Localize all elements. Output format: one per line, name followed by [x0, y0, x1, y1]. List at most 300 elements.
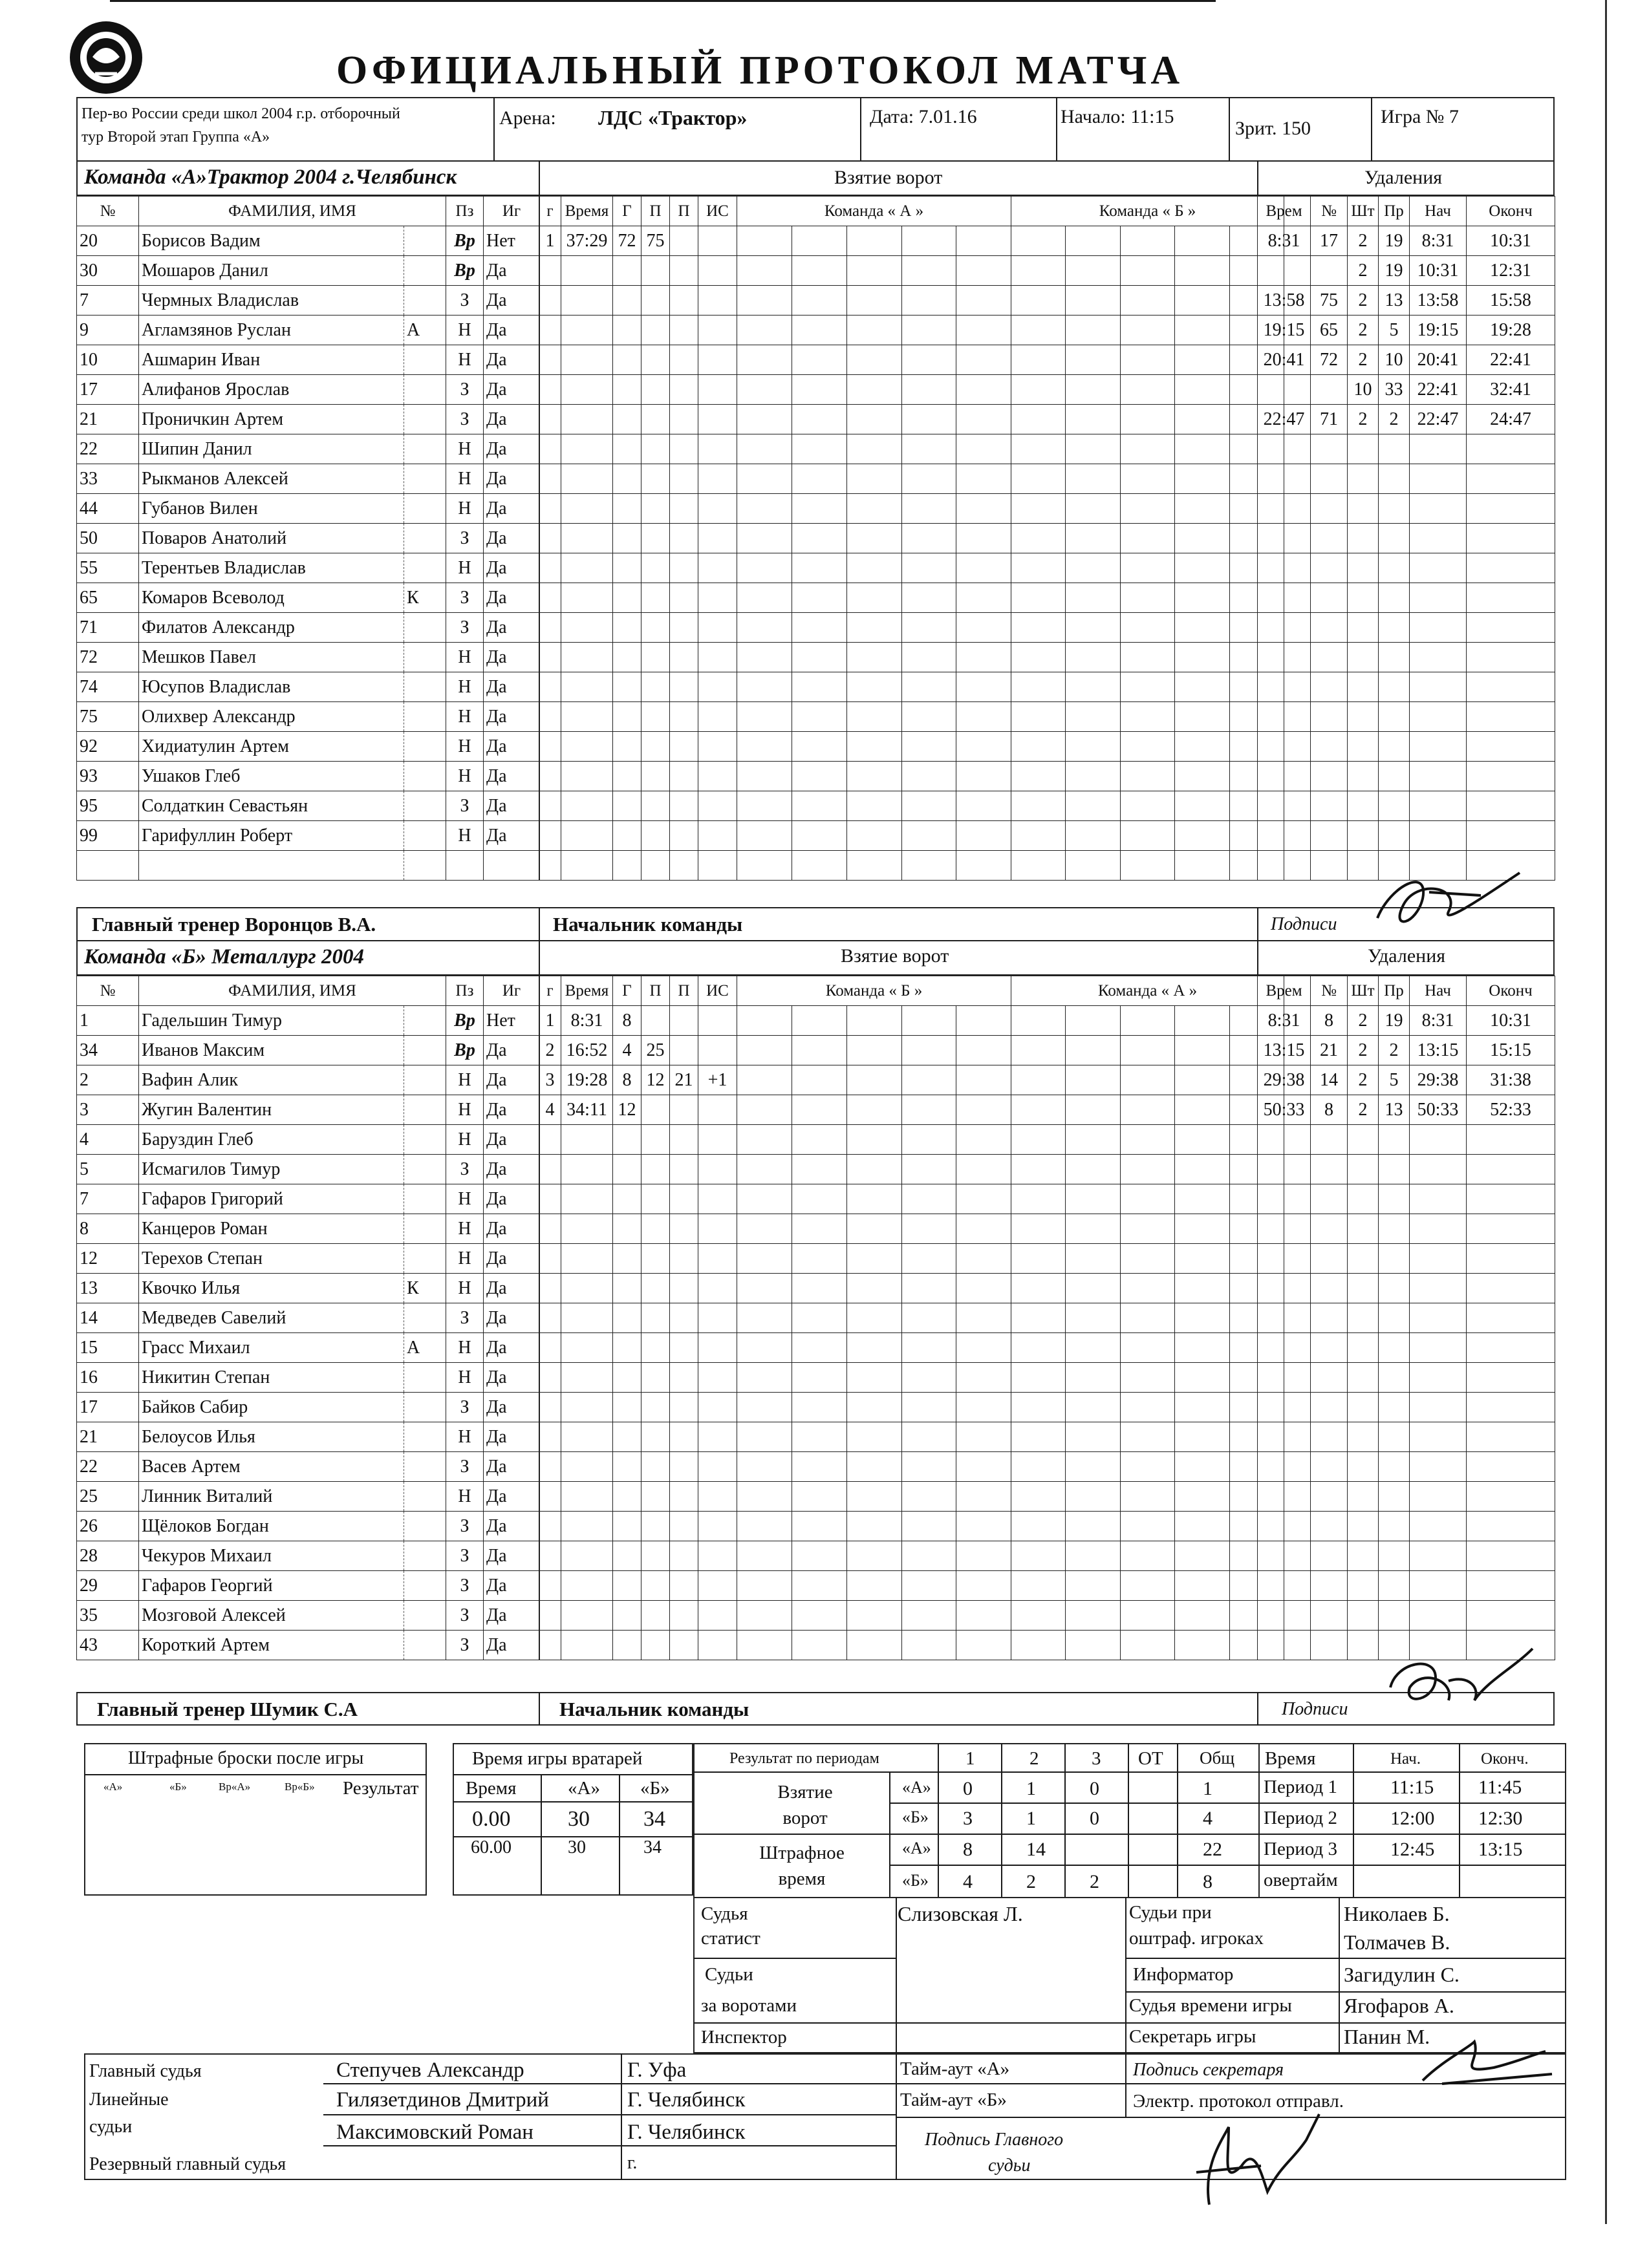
- player-number: 22: [77, 1452, 139, 1482]
- side-header-opponent: Команда « А »: [1011, 976, 1284, 1006]
- goal-time: 8:31: [561, 1006, 613, 1036]
- penalty-end: 19:28: [1467, 316, 1555, 345]
- goal-P1: [641, 821, 670, 851]
- goal-row: [539, 762, 1284, 791]
- goal-time: [561, 316, 613, 345]
- goal-IS: [698, 1214, 737, 1244]
- goal-g: [539, 1512, 561, 1541]
- penalty-row: [1258, 702, 1555, 732]
- team-a-signature-label: Подписи: [1271, 914, 1337, 934]
- goal-grid-cell: [1175, 1303, 1230, 1333]
- goal-grid-cell: [1121, 524, 1175, 553]
- goal-grid-cell: [847, 1363, 902, 1393]
- col-header-pos: Пз: [446, 197, 484, 226]
- period-results-header: Результат по периодам: [729, 1750, 879, 1767]
- goal-P2: [670, 791, 698, 821]
- goal-grid-cell: [1066, 732, 1121, 762]
- goal-grid-cell: [737, 286, 792, 316]
- goal-G: [613, 583, 641, 613]
- player-row: [77, 1184, 540, 1214]
- goal-grid-cell: [902, 1303, 956, 1333]
- penalty-min: [1348, 494, 1379, 524]
- penalty-start: 22:47: [1410, 405, 1467, 434]
- penalty-min: [1348, 672, 1379, 702]
- period-name: овертайм: [1264, 1870, 1338, 1890]
- penalty-time: 8:31: [1258, 1006, 1311, 1036]
- col-header-played: Иг: [484, 976, 540, 1006]
- goal-grid-cell: [902, 1274, 956, 1303]
- goal-grid-cell: [1121, 464, 1175, 494]
- goal-grid-cell: [737, 1363, 792, 1393]
- goal-grid-cell: [1011, 464, 1066, 494]
- penalty-min: [1348, 1244, 1379, 1274]
- goal-G: [613, 405, 641, 434]
- goal-IS: [698, 1512, 737, 1541]
- goal-time: [561, 613, 613, 643]
- goal-grid-cell: [847, 256, 902, 286]
- penalty-start: [1410, 1333, 1467, 1363]
- col-header-pen_start: Нач: [1410, 976, 1467, 1006]
- player-played: Нет: [484, 1006, 540, 1036]
- goal-IS: [698, 1095, 737, 1125]
- goal-grid-cell: [1121, 1363, 1175, 1393]
- goal-grid-cell: [902, 851, 956, 881]
- goal-P1: [641, 375, 670, 405]
- col-header-pen_time: Врем: [1258, 197, 1311, 226]
- goal-grid-cell: [737, 1512, 792, 1541]
- chief-referee-city: Г. Уфа: [627, 2059, 687, 2082]
- goal-grid-cell: [1121, 1333, 1175, 1363]
- player-played: Да: [484, 494, 540, 524]
- penalty-min: 2: [1348, 1095, 1379, 1125]
- goal-grid-cell: [1066, 643, 1121, 672]
- goal-grid-cell: [847, 1065, 902, 1095]
- goal-grid-cell: [847, 316, 902, 345]
- col-header-G: Г: [613, 976, 641, 1006]
- team-b-title: Команда «Б» Металлург 2004: [84, 945, 364, 968]
- penalty-time: [1258, 524, 1311, 553]
- penalty-row: [1258, 434, 1555, 464]
- penalty-reason: [1379, 762, 1410, 791]
- player-name: Жугин Валентин: [139, 1095, 404, 1125]
- player-number: 44: [77, 494, 139, 524]
- goal-grid-cell: [1175, 1333, 1230, 1363]
- player-number: 2: [77, 1065, 139, 1095]
- player-row: [77, 1571, 540, 1601]
- goal-grid-cell: [1175, 732, 1230, 762]
- goal-grid-cell: [956, 286, 1011, 316]
- team-a-title: Команда «А»Трактор 2004 г.Челябинск: [84, 166, 457, 189]
- goal-grid-cell: [902, 553, 956, 583]
- goal-P1: [641, 1393, 670, 1422]
- player-position: [446, 851, 484, 881]
- player-name: Чекуров Михаил: [139, 1541, 404, 1571]
- penalty-row: [1258, 643, 1555, 672]
- goal-grid-cell: [737, 1601, 792, 1631]
- penalty-time: [1258, 1214, 1311, 1244]
- goal-grid-cell: [1066, 1422, 1121, 1452]
- goal-time: [561, 732, 613, 762]
- goal-grid-cell: [847, 613, 902, 643]
- player-played: Да: [484, 583, 540, 613]
- penalty-num: [1311, 1303, 1348, 1333]
- goal-IS: [698, 316, 737, 345]
- period-end: 12:30: [1478, 1808, 1523, 1829]
- penalty-time: [1258, 1184, 1311, 1214]
- goalie-time-col-a: «А»: [568, 1778, 600, 1799]
- goal-grid-cell: [1175, 226, 1230, 256]
- goal-grid-cell: [1066, 1155, 1121, 1184]
- period-value-pim_b: 2: [1090, 1871, 1099, 1892]
- player-name: Агламзянов Руслан: [139, 316, 404, 345]
- penalty-reason: [1379, 494, 1410, 524]
- goal-grid-cell: [1121, 256, 1175, 286]
- goal-grid-cell: [902, 762, 956, 791]
- goal-P1: [641, 1571, 670, 1601]
- penalty-row: [1258, 524, 1555, 553]
- player-row: [77, 732, 540, 762]
- goal-grid-cell: [1011, 1036, 1066, 1065]
- goal-grid-cell: [792, 1244, 847, 1274]
- goal-grid-cell: [1121, 1482, 1175, 1512]
- goal-grid-cell: [902, 434, 956, 464]
- goal-grid-cell: [1011, 256, 1066, 286]
- penalty-reason: [1379, 1393, 1410, 1422]
- penalty-time: [1258, 643, 1311, 672]
- player-name: Байков Сабир: [139, 1393, 404, 1422]
- player-played: Да: [484, 702, 540, 732]
- goal-grid-cell: [1066, 791, 1121, 821]
- goal-grid-cell: [956, 226, 1011, 256]
- goal-grid-cell: [792, 791, 847, 821]
- goal-grid-cell: [956, 553, 1011, 583]
- goal-grid-cell: [956, 1274, 1011, 1303]
- goal-grid-cell: [902, 1422, 956, 1452]
- goals-team-a-mark: «А»: [902, 1778, 931, 1797]
- goal-grid-cell: [1066, 1571, 1121, 1601]
- goal-grid-cell: [1175, 405, 1230, 434]
- penalty-reason: [1379, 1184, 1410, 1214]
- goal-g: [539, 1125, 561, 1155]
- col-header-time: Время: [561, 976, 613, 1006]
- goal-grid-cell: [737, 375, 792, 405]
- goal-grid-cell: [737, 762, 792, 791]
- player-name: Вафин Алик: [139, 1065, 404, 1095]
- goal-P1: [641, 791, 670, 821]
- goal-grid-cell: [902, 464, 956, 494]
- goal-grid-cell: [1121, 316, 1175, 345]
- goal-IS: [698, 791, 737, 821]
- goal-P1: [641, 494, 670, 524]
- goal-grid-cell: [1066, 286, 1121, 316]
- informer-value: Загидулин С.: [1344, 1963, 1460, 1986]
- player-position: Н: [446, 1422, 484, 1452]
- goal-P2: [670, 1512, 698, 1541]
- player-role: [404, 1601, 446, 1631]
- period-value-goals_a: 0: [1090, 1778, 1099, 1799]
- player-played: Да: [484, 791, 540, 821]
- goal-time: [561, 1244, 613, 1274]
- penalty-end: 52:33: [1467, 1095, 1555, 1125]
- goal-grid-cell: [956, 494, 1011, 524]
- goal-grid-cell: [956, 1095, 1011, 1125]
- player-position: З: [446, 1541, 484, 1571]
- goals-team-b-mark: «Б»: [902, 1808, 929, 1826]
- penalty-start: [1410, 1512, 1467, 1541]
- penalty-num: [1311, 1125, 1348, 1155]
- goal-grid-cell: [792, 613, 847, 643]
- goal-grid-cell: [737, 583, 792, 613]
- player-role: [404, 1363, 446, 1393]
- goal-grid-cell: [847, 1631, 902, 1660]
- goal-grid-cell: [737, 1571, 792, 1601]
- penalty-num: [1311, 553, 1348, 583]
- goal-grid-cell: [792, 1214, 847, 1244]
- penalty-reason: [1379, 1244, 1410, 1274]
- penalty-num: 14: [1311, 1065, 1348, 1095]
- goal-grid-cell: [792, 1452, 847, 1482]
- goal-grid-cell: [1175, 434, 1230, 464]
- goal-time: 34:11: [561, 1095, 613, 1125]
- goal-grid-cell: [1066, 583, 1121, 613]
- goal-grid-cell: [1011, 494, 1066, 524]
- penalty-end: [1467, 1541, 1555, 1571]
- goal-grid-cell: [847, 345, 902, 375]
- player-played: Да: [484, 1571, 540, 1601]
- player-role: [404, 405, 446, 434]
- goal-P1: [641, 345, 670, 375]
- player-position: Н: [446, 702, 484, 732]
- arena-label: Арена:: [499, 107, 556, 129]
- penalty-num: [1311, 1601, 1348, 1631]
- goal-grid-cell: [737, 1393, 792, 1422]
- goal-grid-cell: [737, 702, 792, 732]
- goal-time: [561, 553, 613, 583]
- goal-grid-cell: [1066, 1036, 1121, 1065]
- player-number: 74: [77, 672, 139, 702]
- goal-G: [613, 464, 641, 494]
- penalty-reason: 19: [1379, 226, 1410, 256]
- player-played: [484, 851, 540, 881]
- penalty-end: 12:31: [1467, 256, 1555, 286]
- penalty-min: 2: [1348, 1065, 1379, 1095]
- goal-grid-cell: [902, 1214, 956, 1244]
- penalty-end: 24:47: [1467, 405, 1555, 434]
- goal-P1: [641, 405, 670, 434]
- goal-grid-cell: [792, 494, 847, 524]
- goal-grid-cell: [956, 1333, 1011, 1363]
- player-number: 7: [77, 1184, 139, 1214]
- goal-grid-cell: [792, 1006, 847, 1036]
- penalty-row: [1258, 1541, 1555, 1571]
- goal-P2: [670, 1333, 698, 1363]
- goal-grid-cell: [737, 494, 792, 524]
- goals-header-row: [539, 197, 1284, 226]
- penalty-start: [1410, 1452, 1467, 1482]
- penalty-reason: [1379, 1452, 1410, 1482]
- penalty-row: [1258, 1571, 1555, 1601]
- goal-grid-cell: [1121, 553, 1175, 583]
- goal-grid-cell: [902, 643, 956, 672]
- player-role: [404, 1571, 446, 1601]
- goal-grid-cell: [956, 1541, 1011, 1571]
- goal-P2: [670, 1036, 698, 1065]
- goal-row: [539, 851, 1284, 881]
- penalty-row: [1258, 286, 1555, 316]
- goal-grid-cell: [1066, 524, 1121, 553]
- goal-grid-cell: [1011, 553, 1066, 583]
- times-col-time: Время: [1265, 1748, 1316, 1769]
- player-row: [77, 702, 540, 732]
- goal-grid-cell: [792, 1512, 847, 1541]
- goal-grid-cell: [902, 1244, 956, 1274]
- goal-grid-cell: [847, 702, 902, 732]
- player-name: Линник Виталий: [139, 1482, 404, 1512]
- penalty-reason: [1379, 1601, 1410, 1631]
- goal-grid-cell: [902, 524, 956, 553]
- player-played: Да: [484, 1303, 540, 1333]
- col-header-pen_time: Врем: [1258, 976, 1311, 1006]
- player-played: Да: [484, 613, 540, 643]
- goal-grid-cell: [1066, 256, 1121, 286]
- goal-row: [539, 345, 1284, 375]
- col-header-g: г: [539, 197, 561, 226]
- goal-grid-cell: [1066, 1601, 1121, 1631]
- goal-grid-cell: [1066, 1184, 1121, 1214]
- goal-grid-cell: [1175, 1512, 1230, 1541]
- goal-time: [561, 375, 613, 405]
- period-value-goals_b: 4: [1203, 1808, 1212, 1829]
- goal-time: [561, 256, 613, 286]
- player-row: [77, 672, 540, 702]
- player-role: [404, 345, 446, 375]
- goal-grid-cell: [1011, 1393, 1066, 1422]
- penalty-min: [1348, 1393, 1379, 1422]
- goal-grid-cell: [792, 1333, 847, 1363]
- goal-P2: [670, 1214, 698, 1244]
- goal-grid-cell: [847, 1393, 902, 1422]
- goal-IS: [698, 613, 737, 643]
- penalty-row: [1258, 791, 1555, 821]
- penalty-row: [1258, 1333, 1555, 1363]
- goal-P1: [641, 1214, 670, 1244]
- period-start: 11:15: [1390, 1777, 1434, 1798]
- player-played: Да: [484, 1244, 540, 1274]
- player-name: Губанов Вилен: [139, 494, 404, 524]
- goal-row: [539, 1184, 1284, 1214]
- player-played: Да: [484, 1482, 540, 1512]
- player-number: 92: [77, 732, 139, 762]
- penalty-min: 10: [1348, 375, 1379, 405]
- penalty-reason: [1379, 643, 1410, 672]
- goal-grid-cell: [847, 1333, 902, 1363]
- goal-grid-cell: [847, 1303, 902, 1333]
- goal-grid-cell: [737, 226, 792, 256]
- goal-grid-cell: [792, 1601, 847, 1631]
- goal-grid-cell: [737, 1541, 792, 1571]
- goal-g: [539, 672, 561, 702]
- player-played: Да: [484, 1125, 540, 1155]
- goal-G: [613, 1422, 641, 1452]
- player-position: З: [446, 405, 484, 434]
- penalty-reason: 33: [1379, 375, 1410, 405]
- goal-G: [613, 672, 641, 702]
- penalty-start: [1410, 1274, 1467, 1303]
- period-value-pim_a: 14: [1026, 1839, 1046, 1860]
- player-role: [404, 464, 446, 494]
- goal-g: 1: [539, 226, 561, 256]
- goal-G: [613, 1274, 641, 1303]
- goal-grid-cell: [1175, 375, 1230, 405]
- goal-time: [561, 583, 613, 613]
- penalty-start: [1410, 1393, 1467, 1422]
- player-row: [77, 1422, 540, 1452]
- goal-grid-cell: [847, 1184, 902, 1214]
- goal-grid-cell: [1066, 762, 1121, 791]
- penalty-min: 2: [1348, 226, 1379, 256]
- period-value-pim_b: 8: [1203, 1871, 1212, 1892]
- goal-grid-cell: [1121, 1452, 1175, 1482]
- goal-grid-cell: [792, 732, 847, 762]
- timeout-b-label: Тайм-аут «Б»: [900, 2090, 1007, 2110]
- penalty-row: [1258, 672, 1555, 702]
- goal-P1: [641, 643, 670, 672]
- player-name: Чермных Владислав: [139, 286, 404, 316]
- player-position: З: [446, 1571, 484, 1601]
- player-row: [77, 345, 540, 375]
- goalie-row-2-a: 30: [568, 1837, 586, 1857]
- player-number: 7: [77, 286, 139, 316]
- player-position: Н: [446, 1333, 484, 1363]
- penalty-num: [1311, 1482, 1348, 1512]
- player-role: [404, 1184, 446, 1214]
- penalty-start: [1410, 672, 1467, 702]
- period-name: Период 2: [1264, 1808, 1338, 1828]
- player-position: Вр: [446, 1036, 484, 1065]
- goal-grid-cell: [902, 375, 956, 405]
- goal-grid-cell: [1121, 583, 1175, 613]
- penalty-time: [1258, 583, 1311, 613]
- goal-grid-cell: [737, 1244, 792, 1274]
- penalty-num: [1311, 1631, 1348, 1660]
- goal-P1: [641, 1482, 670, 1512]
- col-header-G: Г: [613, 197, 641, 226]
- period-col-total: Общ: [1200, 1748, 1235, 1768]
- goal-grid-cell: [737, 524, 792, 553]
- player-role: [404, 643, 446, 672]
- goal-grid-cell: [1175, 1393, 1230, 1422]
- goal-IS: [698, 226, 737, 256]
- goal-grid-cell: [1121, 1631, 1175, 1660]
- player-name: Квочко Илья: [139, 1274, 404, 1303]
- penalty-num: [1311, 851, 1348, 881]
- penalty-time: 8:31: [1258, 226, 1311, 256]
- penalty-time: [1258, 821, 1311, 851]
- penalty-row: [1258, 1214, 1555, 1244]
- player-row: [77, 583, 540, 613]
- goal-g: 4: [539, 1095, 561, 1125]
- goal-G: [613, 1482, 641, 1512]
- penalty-start: 8:31: [1410, 1006, 1467, 1036]
- goal-grid-cell: [1175, 1601, 1230, 1631]
- goal-IS: [698, 494, 737, 524]
- times-col-end: Оконч.: [1481, 1750, 1529, 1768]
- goal-grid-cell: [902, 1631, 956, 1660]
- goal-grid-cell: [737, 791, 792, 821]
- goal-grid-cell: [847, 791, 902, 821]
- penalty-end: [1467, 1214, 1555, 1244]
- goal-grid-cell: [956, 1184, 1011, 1214]
